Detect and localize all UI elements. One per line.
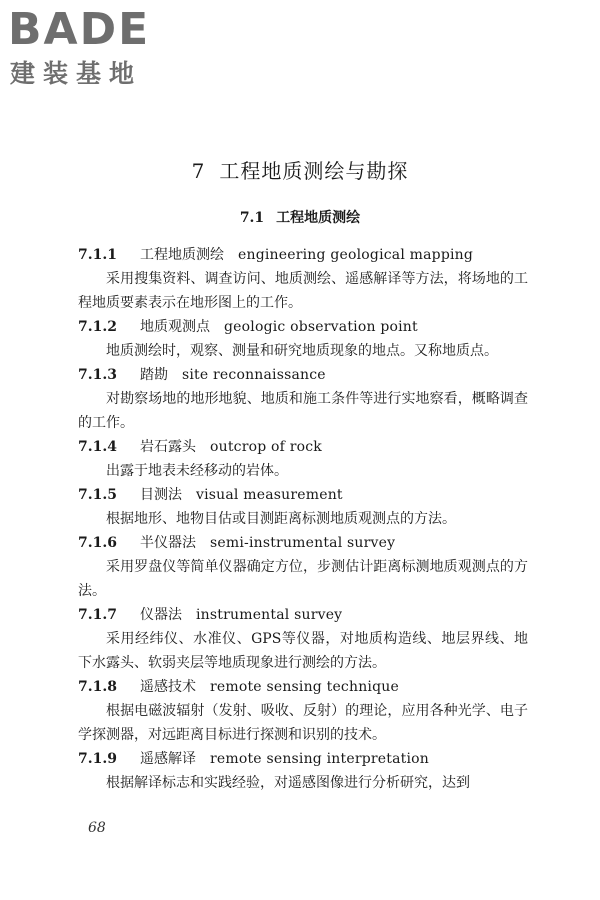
chapter-heading: 工程地质测绘与勘探 [219,159,409,183]
term-entry [78,363,528,435]
term-entry [78,315,528,363]
term-entry [78,747,528,795]
chapter-number: 7 [191,159,206,183]
term-code: 7.1.5 [78,487,117,503]
term-code: 7.1.8 [78,679,117,695]
term-header [78,315,528,339]
term-code: 7.1.6 [78,535,117,551]
logo-wordmark: BADE [8,4,151,55]
term-entry [78,243,528,315]
term-chinese: 岩石露头 [140,439,196,455]
term-chinese: 工程地质测绘 [140,247,224,263]
term-english: geologic observation point [224,319,418,335]
term-header [78,603,528,627]
term-header [78,435,528,459]
term-entry [78,435,528,483]
term-code: 7.1.2 [78,319,117,335]
term-entry [78,531,528,603]
term-english: semi-instrumental survey [210,535,396,551]
term-definition: 根据电磁波辐射（发射、吸收、反射）的理论，应用各种光学、电子学探测器，对远距离目标进行探测和识别的技术。 [78,703,528,743]
term-english: site reconnaissance [182,367,326,383]
chapter-title [0,158,600,184]
term-english: outcrop of rock [210,439,322,455]
term-definition: 对勘察场地的地形地貌、地质和施工条件等进行实地察看，概略调查的工作。 [78,391,528,431]
term-chinese: 遥感解译 [140,751,196,767]
bade-logo [8,6,178,90]
term-english: visual measurement [196,487,343,503]
term-definition: 根据地形、地物目估或目测距离标测地质观测点的方法。 [106,511,456,527]
term-list [78,243,528,795]
term-header [78,363,528,387]
section-heading: 工程地质测绘 [276,210,361,226]
term-chinese: 目测法 [140,487,182,503]
term-definition: 采用经纬仪、水准仪、GPS等仪器，对地质构造线、地层界线、地下水露头、软弱夹层等地质现象进行测绘的方法。 [78,631,528,671]
term-header [78,747,528,771]
term-code: 7.1.4 [78,439,117,455]
term-definition: 采用罗盘仪等简单仪器确定方位，步测估计距离标测地质观测点的方法。 [78,559,528,599]
term-code: 7.1.7 [78,607,117,623]
term-entry [78,483,528,531]
page-number: 68 [88,820,106,836]
term-english: remote sensing interpretation [210,751,429,767]
term-code: 7.1.1 [78,247,117,263]
term-definition: 出露于地表未经移动的岩体。 [106,463,288,479]
term-code: 7.1.3 [78,367,117,383]
term-definition: 采用搜集资料、调查访问、地质测绘、遥感解译等方法，将场地的工程地质要素表示在地形图上的工作。 [78,271,528,311]
term-english: engineering geological mapping [238,247,474,263]
term-english: instrumental survey [196,607,343,623]
term-chinese: 半仪器法 [140,535,196,551]
term-english: remote sensing technique [210,679,399,695]
logo-subtitle: 建装基地 [10,59,143,88]
section-title [0,208,600,228]
term-header [78,531,528,555]
term-chinese: 仪器法 [140,607,182,623]
term-entry [78,675,528,747]
term-definition: 地质测绘时，观察、测量和研究地质现象的地点。又称地质点。 [106,343,498,359]
term-chinese: 踏勘 [140,367,168,383]
term-entry [78,603,528,675]
section-number: 7.1 [239,210,265,226]
term-header [78,483,528,507]
term-definition: 根据解译标志和实践经验，对遥感图像进行分析研究，达到 [106,775,470,791]
term-header [78,675,528,699]
term-chinese: 遥感技术 [140,679,196,695]
term-header [78,243,528,267]
term-chinese: 地质观测点 [140,319,210,335]
term-code: 7.1.9 [78,751,117,767]
